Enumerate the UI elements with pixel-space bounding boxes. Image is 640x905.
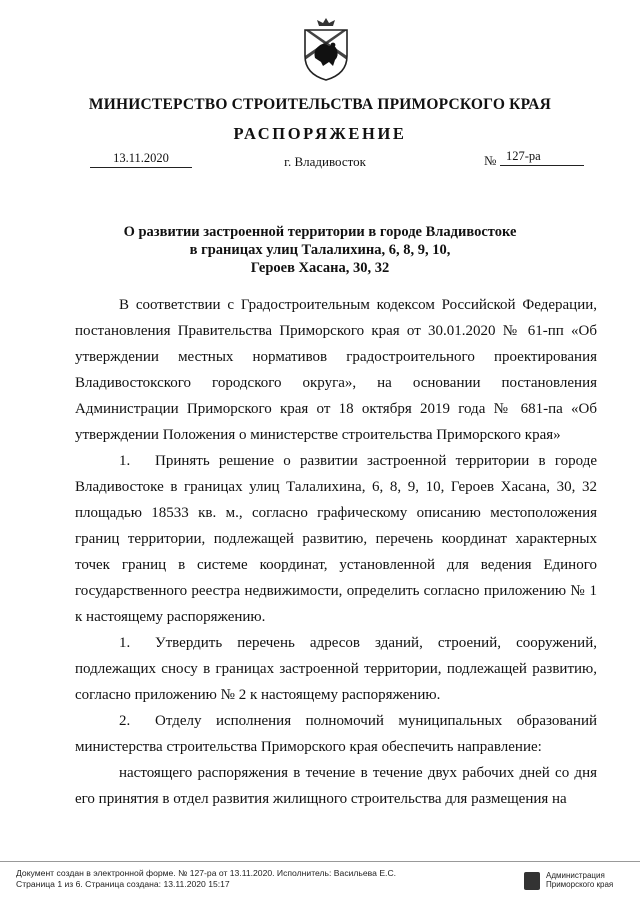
title-line: в границах улиц Талалихина, 6, 8, 9, 10, (189, 242, 451, 258)
number-sign: № (484, 153, 497, 168)
document-city: г. Владивосток (284, 154, 366, 169)
item-paragraph (75, 448, 597, 630)
footer-line: Страница 1 из 6. Страница создана: 13.11.2020 15:17 (16, 879, 230, 889)
footer-divider (0, 861, 640, 862)
item-number: 2. (119, 713, 131, 729)
document-type: РАСПОРЯЖЕНИЕ (233, 124, 407, 143)
footer-info (16, 868, 396, 890)
document-date: 13.11.2020 (90, 151, 192, 168)
title-line: О развитии застроенной территории в городе Владивостоке (123, 224, 517, 240)
document-number: 127-ра (500, 149, 584, 166)
footer-line: Документ создан в электронной форме. № 127-ра от 13.11.2020. Исполнитель: Васильева Е.С. (16, 868, 397, 878)
item-text: Утвердить перечень адресов зданий, строений, сооружений, подлежащих сносу в границах застроенной территории, подлежащей развитию, согласно приложению № 2 к настоящему распоряжению. (75, 635, 597, 703)
item-paragraph (75, 630, 597, 708)
preamble-paragraph: В соответствии с Градостроительным кодексом Российской Федерации, постановления Правительства Приморского края от 30.01.2020 № 61-пп «Об утверждении местных нормативов градостроительного проектирования Владивостокского городского округа», на основании постановления Администрации Приморского края от 18 октября 2019 года № 681-па «Об утверждении Положения о министерстве строительства Приморского края» (75, 297, 597, 443)
coat-of-arms-emblem (299, 16, 353, 82)
administration-label: Администрация Приморского края (546, 871, 614, 889)
ministry-name: МИНИСТЕРСТВО СТРОИТЕЛЬСТВА ПРИМОРСКОГО КРАЯ (88, 96, 552, 113)
item-number: 1. (119, 635, 131, 651)
item-text: Отделу исполнения полномочий муниципальных образований министерства строительства Приморского края обеспечить направление: (75, 713, 597, 755)
document-title (0, 223, 640, 277)
title-line: Героев Хасана, 30, 32 (250, 260, 390, 276)
continuation-paragraph: настоящего распоряжения в течение в течение двух рабочих дней со дня его принятия в отдел развития жилищного строительства для размещения на (75, 765, 597, 807)
document-body (75, 292, 597, 812)
item-paragraph (75, 708, 597, 760)
administration-logo-icon (524, 872, 540, 890)
item-text: Принять решение о развитии застроенной территории в городе Владивостоке в границах улиц Талалихина, 6, 8, 9, 10, Героев Хасана, 30, 32 площадью 18533 кв. м., согласно графическому описанию местоположения границ территории, подлежащей развитию, перечень координат характерных точек границ в системе координат, установленной для ведения Единого государственного реестра недвижимости, определить согласно приложению № 1 к настоящему распоряжению. (75, 453, 597, 625)
item-number: 1. (119, 453, 131, 469)
